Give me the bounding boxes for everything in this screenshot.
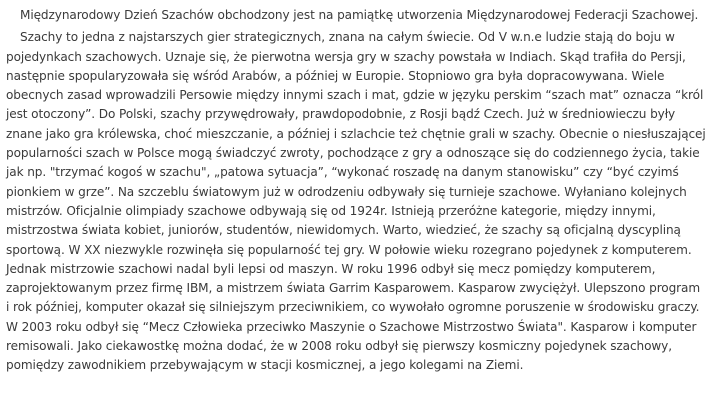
article-intro: Międzynarodowy Dzień Szachów obchodzony jest na pamiątkę utworzenia Międzynarodowej Federacji Szachowej. (20, 8, 699, 22)
article-body: Szachy to jedna z najstarszych gier strategicznych, znana na całym świecie. Od V w.n.e ludzie stają do boju w pojedynkach szachowych. Uznaje się, że pierwotna wersja gry w szachy powstała w Indiach. Skąd trafiła do Persji, następnie spopularyzowała się wśród Arabów, a później w Europie. Stopniowo gra była dopracowywana. Wiele obecnych zasad wprowadzili Persowie między innymi szach i mat, gdzie w języku perskim “szach mat” oznacza “król jest otoczony”. Do Polski, szachy przywędrowały, prawdopodobnie, z Rosji bądź Czech. Już w średniowieczu były znane jako gra królewska, choć mieszczanie, a później i szlachcie też chętnie grali w szachy. Obecnie o niesłuszającej popularności szach w Polsce mogą świadczyć zwroty, pochodzące z gry a odnoszące się do codziennego życia, takie jak np. "trzymać kogoś w szachu", „patowa sytuacja”, “wykonać roszadę na danym stanowisku” czy “być czyimś pionkiem w grze”. Na szczeblu światowym już w odrodzeniu odbywały się turnieje szachowe. Wyłaniano kolejnych mistrzów. Oficjalnie olimpiady szachowe odbywają się od 1924r. Istnieją przeróżne kategorie, między innymi, mistrzostwa świata kobiet, juniorów, studentów, niewidomych. Warto, wiedzieć, że szachy są oficjalną dyscypliną sportową. W XX niezwykle rozwinęła się popularność tej gry. W połowie wieku rozegrano pojedynek z komputerem. Jednak mistrzowie szachowi nadal byli lepsi od maszyn. W roku 1996 odbył się mecz pomiędzy komputerem, zaprojektowanym przez firmę IBM, a mistrzem świata Garrim Kasparowem. Kasparow zwyciężył. Ulepszono program i rok później, komputer okazał się silniejszym przeciwnikiem, co wywołało ogromne poruszenie w środowisku graczy. W 2003 roku odbył się “Mecz Człowieka przeciwko Maszynie o Szachowe Mistrzostwo Świata". Kasparow i komputer remisowali. Jako ciekawostkę można dodać, że w 2008 roku odbył się pierwszy kosmiczny pojedynek szachowy, pomiędzy zawodnikiem przebywającym w stacji kosmicznej, a jego kolegami na Ziemi. (6, 30, 706, 373)
